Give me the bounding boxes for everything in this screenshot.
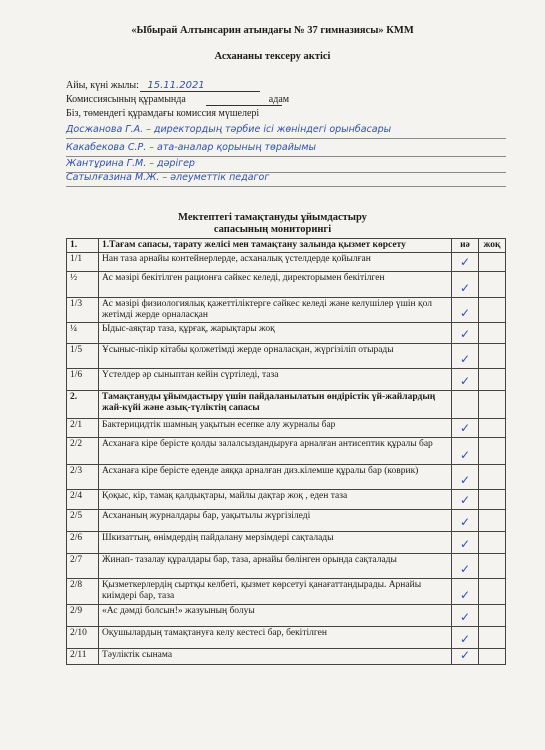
- col-yes-label: иә: [460, 240, 470, 250]
- row-no-cell: [479, 605, 506, 627]
- row-yes-cell: [452, 419, 479, 438]
- section-number: 1.: [67, 239, 99, 253]
- row-number: 2/1: [67, 419, 99, 438]
- table-row: [67, 272, 506, 298]
- row-number: 2/5: [67, 510, 99, 532]
- row-criterion: Қоқыс, кір, тамақ қалдықтары, майлы дақтар жоқ , еден таза: [99, 490, 452, 510]
- row-number: 1/6: [67, 369, 99, 391]
- table-row: [67, 438, 506, 465]
- commission-label: Комиссиясының құрамында: [66, 94, 186, 105]
- date-value: 15.11.2021: [147, 80, 205, 91]
- row-criterion: Ас мәзірі бекітілген рационға сәйкес келеді, директорымен бекітілген: [99, 272, 452, 298]
- row-no-cell: [479, 438, 506, 465]
- check-mark-icon: ✓: [459, 648, 471, 662]
- row-criterion: Ас мәзірі физиологиялық қажеттіліктерге сәйкес келеді және келушілер үшін қол жетімді жерде орналасқан: [99, 298, 452, 323]
- row-no-cell: [479, 532, 506, 554]
- member-2: Какабекова С.Р. – ата-аналар қорының төрайымы: [66, 142, 317, 153]
- row-number: 2/2: [67, 438, 99, 465]
- row-no-cell: [479, 554, 506, 579]
- col-yes-header: [452, 391, 479, 419]
- commission-suffix: адам: [268, 94, 290, 105]
- row-criterion: Нан таза арнайы контейнерлерде, асханалық үстелдерде қойылған: [99, 253, 452, 272]
- table-row: [67, 605, 506, 627]
- row-no-cell: [479, 298, 506, 323]
- row-no-cell: [479, 344, 506, 369]
- row-number: 1/5: [67, 344, 99, 369]
- row-criterion: Тәуліктік сынама: [99, 649, 452, 665]
- row-yes-cell: [452, 465, 479, 490]
- check-mark-icon: ✓: [459, 421, 471, 435]
- check-mark-icon: ✓: [459, 493, 471, 507]
- table-row: [67, 490, 506, 510]
- row-criterion: Бактерицидтік шамның уақытын есепке алу журналы бар: [99, 419, 452, 438]
- check-mark-icon: ✓: [459, 610, 471, 624]
- monitoring-title: Мектептегі тамақтануды ұйымдастыру: [178, 212, 367, 223]
- row-criterion: Асхананың журналдары бар, уақытылы жүргізіледі: [99, 510, 452, 532]
- row-no-cell: [479, 369, 506, 391]
- row-no-cell: [479, 253, 506, 272]
- row-yes-cell: [452, 649, 479, 665]
- check-mark-icon: ✓: [459, 632, 471, 646]
- check-mark-icon: ✓: [459, 327, 471, 341]
- check-mark-icon: ✓: [459, 374, 471, 388]
- act-title: Асхананы тексеру актісі: [214, 51, 331, 62]
- col-no-header: [479, 391, 506, 419]
- checklist-table: [66, 238, 506, 665]
- row-yes-cell: [452, 490, 479, 510]
- check-mark-icon: ✓: [459, 352, 471, 366]
- row-no-cell: [479, 323, 506, 344]
- monitoring-subtitle: сапасының мониторингі: [213, 224, 332, 235]
- row-yes-cell: [452, 605, 479, 627]
- row-criterion: Жинап- тазалау құралдары бар, таза, арнайы бөлінген орында сақталады: [99, 554, 452, 579]
- col-no-header: [479, 239, 506, 253]
- table-row: [67, 532, 506, 554]
- row-number: 2/7: [67, 554, 99, 579]
- row-no-cell: [479, 510, 506, 532]
- table-row: [67, 298, 506, 323]
- row-yes-cell: [452, 323, 479, 344]
- table-row: [67, 510, 506, 532]
- section-number: 2.: [67, 391, 99, 419]
- col-yes-header: [452, 239, 479, 253]
- row-no-cell: [479, 649, 506, 665]
- members-label: Біз, төмендегі құрамдағы комиссия мүшелері: [66, 108, 260, 119]
- check-mark-icon: ✓: [459, 588, 471, 602]
- check-mark-icon: ✓: [459, 515, 471, 529]
- row-yes-cell: [452, 627, 479, 649]
- row-criterion: Үстелдер әр сыныптан кейін сүртіледі, таза: [99, 369, 452, 391]
- row-number: 1/1: [67, 253, 99, 272]
- row-criterion: «Ас дәмді болсын!» жазуының болуы: [99, 605, 452, 627]
- check-mark-icon: ✓: [459, 537, 471, 551]
- org-title: «Ыбырай Алтынсарин атындағы № 37 гимназиясы» КММ: [131, 25, 414, 36]
- row-number: ½: [67, 272, 99, 298]
- row-criterion: Қызметкерлердің сыртқы келбеті, қызмет көрсетуі қанағаттандырады. Арнайы киімдері бар, таза: [99, 579, 452, 605]
- table-row: [67, 323, 506, 344]
- row-number: 2/8: [67, 579, 99, 605]
- row-no-cell: [479, 579, 506, 605]
- row-criterion: Асханаға кіре берісте қолды залалсыздандыруға арналған антисептик құралы бар: [99, 438, 452, 465]
- row-number: 2/11: [67, 649, 99, 665]
- member-4: Сатылғазина М.Ж. – әлеуметтік педагог: [66, 172, 270, 183]
- row-no-cell: [479, 465, 506, 490]
- commission-line: [66, 94, 289, 105]
- table-row: [67, 369, 506, 391]
- member-1: Досжанова Г.А. – директордың тәрбие ісі жөніндегі орынбасары: [66, 124, 392, 135]
- date-label: Айы, күні жылы:: [66, 80, 139, 91]
- table-row: [67, 253, 506, 272]
- member-3: Жантұрина Г.М. – дәрігер: [66, 158, 195, 169]
- section-title: Тамақтануды ұйымдастыру үшін пайдаланылатын өндірістік үй-жайлардың жай-күйі және азық-түліктің сапасы: [99, 391, 452, 419]
- row-criterion: Асханаға кіре берісте еденде аяққа арналған диз.кілемше құралы бар (коврик): [99, 465, 452, 490]
- row-number: 1/3: [67, 298, 99, 323]
- check-mark-icon: ✓: [459, 281, 471, 295]
- row-number: ¼: [67, 323, 99, 344]
- row-yes-cell: [452, 298, 479, 323]
- row-yes-cell: [452, 579, 479, 605]
- row-yes-cell: [452, 344, 479, 369]
- check-mark-icon: ✓: [459, 448, 471, 462]
- section-header: [67, 239, 506, 253]
- row-no-cell: [479, 272, 506, 298]
- row-number: 2/4: [67, 490, 99, 510]
- row-number: 2/6: [67, 532, 99, 554]
- row-number: 2/3: [67, 465, 99, 490]
- row-yes-cell: [452, 272, 479, 298]
- row-no-cell: [479, 419, 506, 438]
- section-title: 1.Тағам сапасы, тарату желісі мен тамақтану залында қызмет көрсету: [99, 239, 452, 253]
- row-yes-cell: [452, 510, 479, 532]
- row-criterion: Ыдыс-аяқтар таза, құрғақ, жарықтары жоқ: [99, 323, 452, 344]
- row-criterion: Ұсыныс-пікір кітабы қолжетімді жерде орналасқан, жүргізіліп отырады: [99, 344, 452, 369]
- row-yes-cell: [452, 554, 479, 579]
- row-yes-cell: [452, 438, 479, 465]
- row-criterion: Оқушылардың тамақтануға келу кестесі бар, бекітілген: [99, 627, 452, 649]
- row-no-cell: [479, 490, 506, 510]
- row-number: 2/10: [67, 627, 99, 649]
- table-row: [67, 579, 506, 605]
- table-row: [67, 627, 506, 649]
- check-mark-icon: ✓: [459, 255, 471, 269]
- date-line: [66, 80, 205, 91]
- table-row: [67, 419, 506, 438]
- row-yes-cell: [452, 253, 479, 272]
- check-mark-icon: ✓: [459, 562, 471, 576]
- row-criterion: Шкизаттың, өнімдердің пайдалану мерзімдері сақталады: [99, 532, 452, 554]
- row-yes-cell: [452, 369, 479, 391]
- check-mark-icon: ✓: [459, 306, 471, 320]
- table-row: [67, 554, 506, 579]
- check-mark-icon: ✓: [459, 473, 471, 487]
- table-row: [67, 344, 506, 369]
- col-no-label: жоқ: [483, 240, 501, 250]
- section-header: [67, 391, 506, 419]
- table-row: [67, 465, 506, 490]
- row-yes-cell: [452, 532, 479, 554]
- row-number: 2/9: [67, 605, 99, 627]
- row-no-cell: [479, 627, 506, 649]
- table-row: [67, 649, 506, 665]
